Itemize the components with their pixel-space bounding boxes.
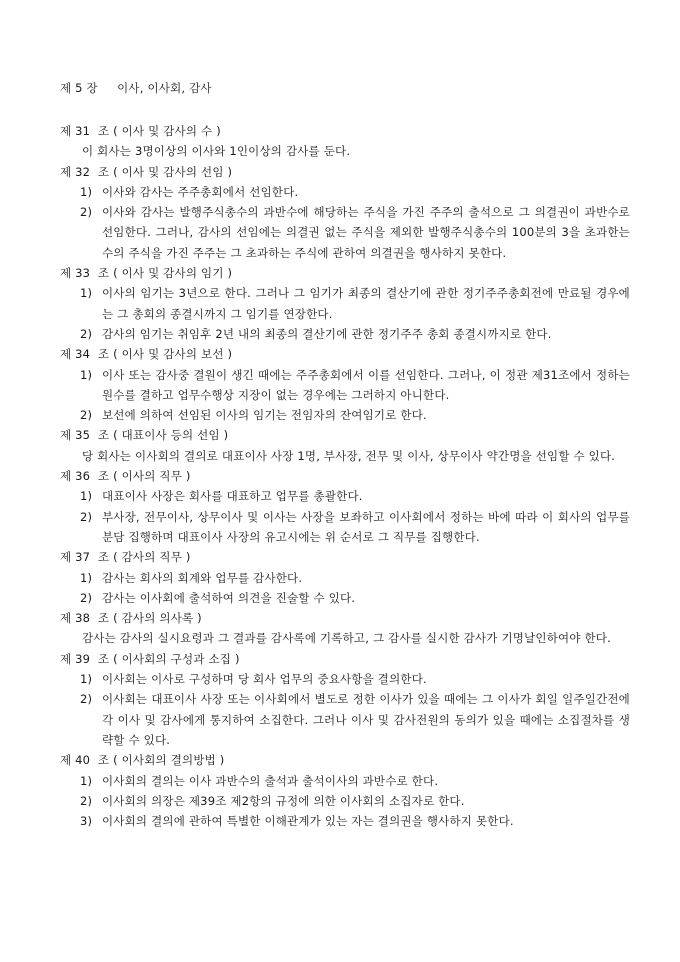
item-text: 부사장, 전무이사, 상무이사 및 이사는 사장을 보좌하고 이사회에서 정하는 바에 따라 이 회사의 업무를 분담 집행하며 대표이사 사장의 유고시에는 위 순서로 그 직무를 집행한다. [102,509,630,544]
articles-container [60,121,630,831]
item-text: 감사는 회사의 회계와 업무를 감사한다. [102,570,303,585]
article [60,466,630,547]
item-text: 이사와 감사는 발행주식총수의 과반수에 해당하는 주식을 가진 주주의 출석으로 그 의결권이 과반수로 선임한다. 그러나, 감사의 선임에는 의결권 없는 주식을 제외한 발행주식총수의 100분의 3을 초과한는 수의 주식을 가진 주주는 그 초과하는 주식에 관하여 의결권을 행사하지 못한다. [102,205,630,260]
article [60,162,630,263]
article-title: 제 38 조 ( 감사의 의사록 ) [60,611,202,626]
item-number: 1) [80,773,93,788]
item-text: 대표이사 사장은 회사를 대표하고 업무를 총괄한다. [102,489,363,504]
article-item [60,202,630,263]
item-text: 이사 또는 감사중 결원이 생긴 때에는 주주총회에서 이를 선임한다. 그러나, 이 정관 제31조에서 정하는 원수를 결하고 업무수행상 지장이 없는 경우에는 그러하지 아니한다. [102,367,630,402]
item-text: 감사의 임기는 취임후 2년 내의 최종의 결산기에 관한 정기주주 총회 종결시까지로 한다. [102,326,552,341]
article-item [60,405,630,425]
item-number: 1) [80,570,93,585]
item-number: 1) [80,672,93,687]
article-title: 제 31 조 ( 이사 및 감사의 수 ) [60,124,221,138]
article-title: 제 36 조 ( 이사의 직무 ) [60,469,191,484]
article-title: 제 33 조 ( 이사 및 감사의 임기 ) [60,266,233,281]
article-item [60,324,630,344]
item-number: 1) [80,286,93,301]
item-number: 2) [80,509,93,524]
item-number: 2) [80,590,93,605]
item-number: 3) [80,814,93,829]
article-item [60,588,630,608]
article-item [60,486,630,506]
item-number: 2) [80,692,93,707]
article-body: 당 회사는 이사회의 결의로 대표이사 사장 1명, 부사장, 전무 및 이사, 상무이사 약간명을 선임할 수 있다. [82,448,616,463]
article [60,649,630,750]
article [60,263,630,344]
article-title: 제 34 조 ( 이사 및 감사의 보선 ) [60,347,233,362]
article-item [60,771,630,791]
article [60,121,630,162]
item-number: 1) [80,184,93,199]
article-title: 제 39 조 ( 이사회의 구성과 소집 ) [60,651,240,666]
item-text: 이사회의 결의에 관하여 특별한 이해관계가 있는 자는 결의권을 행사하지 못한다. [102,814,514,829]
article [60,344,630,425]
article-item [60,791,630,811]
article-item [60,669,630,689]
article-title: 제 32 조 ( 이사 및 감사의 선임 ) [60,164,233,179]
item-number: 2) [80,205,93,220]
item-text: 이사회는 대표이사 사장 또는 이사회에서 별도로 정한 이사가 있을 때에는 그 이사가 회일 일주일간전에 각 이사 및 감사에게 통지하여 소집한다. 그러나 이사 및 감사전원의 동의가 있을 때에는 소집절차를 생략할 수 있다. [102,692,630,747]
article-body: 이 회사는 3명이상의 이사와 1인이상의 감사를 둔다. [82,144,351,159]
item-text: 이사회는 이사로 구성하며 당 회사 업무의 중요사항을 결의한다. [102,672,427,687]
item-number: 2) [80,408,93,423]
article [60,425,630,466]
article [60,750,630,831]
chapter-heading: 제 5 장 이사, 이사회, 감사 [60,81,212,95]
item-text: 이사회의 의장은 제39조 제2항의 규정에 의한 이사회의 소집자로 한다. [102,793,465,808]
article-item [60,507,630,548]
item-text: 감사는 이사회에 출석하여 의견을 진술할 수 있다. [102,590,356,605]
article-title: 제 37 조 ( 감사의 직무 ) [60,550,191,565]
article-item [60,283,630,324]
item-number: 2) [80,793,93,808]
article-item [60,811,630,831]
article [60,608,630,649]
article-item [60,182,630,202]
article-item [60,568,630,588]
item-text: 이사회의 결의는 이사 과반수의 출석과 출석이사의 과반수로 한다. [102,773,439,788]
item-number: 1) [80,489,93,504]
item-text: 이사와 감사는 주주총회에서 선임한다. [102,184,299,199]
article-item [60,689,630,750]
item-text: 보선에 의하여 선임된 이사의 임기는 전임자의 잔여임기로 한다. [102,408,427,423]
article-body: 감사는 감사의 실시요령과 그 결과를 감사록에 기록하고, 그 감사를 실시한 감사가 기명날인하여야 한다. [82,631,611,646]
article-title: 제 40 조 ( 이사회의 결의방법 ) [60,753,225,768]
article [60,547,630,608]
article-item [60,365,630,406]
item-number: 2) [80,326,93,341]
article-title: 제 35 조 ( 대표이사 등의 선임 ) [60,428,229,443]
item-text: 이사의 임기는 3년으로 한다. 그러나 그 임기가 최종의 결산기에 관한 정기주주총회전에 만료될 경우에는 그 총회의 종결시까지 그 임기를 연장한다. [102,286,630,321]
item-number: 1) [80,367,93,382]
